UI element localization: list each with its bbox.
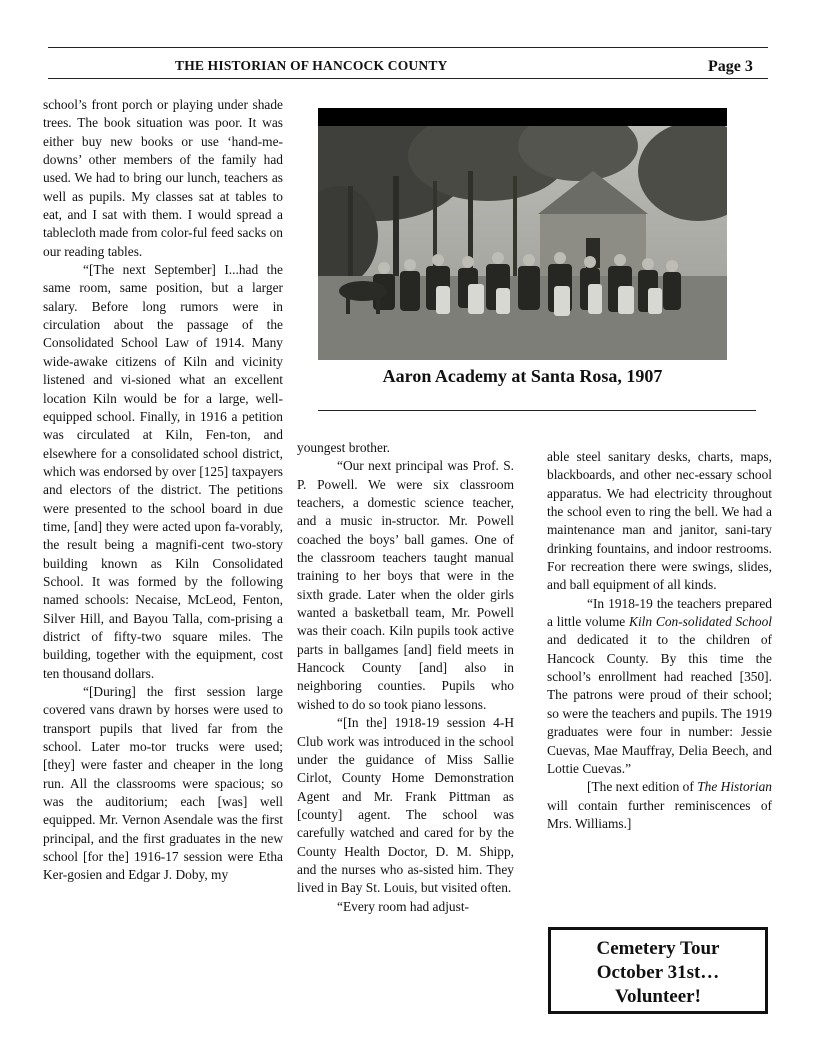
photo-top-bar bbox=[318, 108, 727, 126]
column2-paragraph: “Our next principal was Prof. S. P. Powell. We were six classroom teachers, a domestic science teacher, and a music in-structor. Mr. Powell coached the boys’ ball games. One of the classroom teachers taught manual training to her boys that were in the sixth grade. Later when the older girls wanted a basketball team, Mr. Powell was their coach. Kiln pupils took active parts in ballgames [and] field meets in Hancock County [and] also in neighboring counties. Pupils who wished to do so took piano lessons. bbox=[297, 458, 514, 712]
text-run: and dedicated it to the children of Hancock County. By this time the school’s enrollment had reached [350]. The patrons were proud of their school; so were the teachers and pupils. The 1919 graduates were four in number: Jessie Cuevas, Mae Mauffray, Delia Beech, and Lottie Cuevas.” bbox=[547, 632, 772, 776]
article-column-3 bbox=[547, 448, 772, 833]
callout-line: Volunteer! bbox=[615, 986, 701, 1007]
text-run: “In 1918-19 the teachers prepared a little volume bbox=[547, 595, 772, 630]
caption-rule bbox=[318, 410, 756, 411]
column2-paragraph: “[In the] 1918-19 session 4-H Club work was introduced in the school under the guidance of Miss Sallie Cirlot, County Home Demonstration Agent and Mr. Frank Pittman as [county] agent. The school was carefully watched and cared for by the County Health Doctor, D. M. Shipp, and the nurses who as-sisted him. They lived in Bay St. Louis, but visited often. bbox=[297, 715, 514, 896]
article-column-2 bbox=[297, 439, 514, 916]
column3-paragraph: able steel sanitary desks, charts, maps, blackboards, and other nec-essary school apparatus. We had electricity throughout the school even to ring the bell. We had a maintenance man and janitor, sani-tary drinking fountains, and indoor restrooms. For recreation there were swings, slides, and ball equipment of all kinds. bbox=[547, 449, 772, 593]
publication-title: The Historian bbox=[697, 779, 772, 795]
column1-paragraph: “[During] the first session large covered vans drawn by horses were used to transport pupils that lived far from the school. Later mo-tor trucks were used; [they] were faster and cheaper in the long run. All the classrooms were spacious; so was the auditorium; each [was] well equipped. Mr. Vernon Asendale was the first principal, and the first graduates in the new school [for the] 1916-17 session were Etha Ker-gosien and Edgar J. Doby, my bbox=[43, 684, 283, 883]
callout-line: Cemetery Tour bbox=[596, 938, 720, 959]
school-photo-image bbox=[318, 126, 727, 360]
header-top-rule bbox=[48, 47, 768, 48]
column3-paragraph bbox=[547, 778, 772, 833]
column1-paragraph: “[The next September] I...had the same room, same position, but a larger salary. Before long rumors were in circulation about the passage of the Consolidated School Law of 1914. Many wide-awake citizens of Kiln and vicinity listened and vi-sioned what an excellent location Kiln would be for a large, well-equipped school. Finally, in 1916 a petition was circulated at Kiln, Fen-ton, and elsewhere for a consolidated school district, which was endorsed by over [125] taxpayers and electors of the district. The petitions were presented to the school board in due time, [and] they were acted upon fa-vorably, the result being a magnifi-cent two-story building known as Kiln Consolidated School. It was formed by the following named schools: Necaise, McLeod, Fenton, Silver Hill, and Bayou Talla, com-prising a district of fifty-two square miles. The building, together with the equipment, cost ten thousand dollars. bbox=[43, 262, 283, 681]
text-run: will contain further reminiscences of Mrs. Williams.] bbox=[547, 797, 772, 831]
text-run: [The next edition of bbox=[587, 779, 698, 795]
article-column-1 bbox=[43, 96, 283, 885]
column2-paragraph: youngest brother. bbox=[297, 440, 390, 455]
column3-paragraph bbox=[547, 595, 772, 778]
column1-paragraph: school’s front porch or playing under shade trees. The book situation was poor. It was either buy new books or use ‘hand-me-downs’ other members of the family had used. We had to bring our lunch, teachers as well as pupils. My classes sat at tables to eat, and I sat with them. I would spread a tablecloth made from color-ful feed sacks on our reading tables. bbox=[43, 97, 283, 259]
page-number: Page 3 bbox=[708, 58, 753, 75]
header-bottom-rule bbox=[48, 78, 768, 79]
cemetery-tour-callout bbox=[548, 927, 768, 1014]
photo-caption: Aaron Academy at Santa Rosa, 1907 bbox=[382, 366, 663, 386]
school-photo bbox=[318, 108, 727, 360]
newsletter-title: THE HISTORIAN OF HANCOCK COUNTY bbox=[175, 58, 448, 73]
column2-paragraph: “Every room had adjust- bbox=[337, 898, 470, 914]
callout-line: October 31st… bbox=[596, 962, 720, 983]
book-title: Kiln Con-solidated School bbox=[629, 614, 772, 630]
